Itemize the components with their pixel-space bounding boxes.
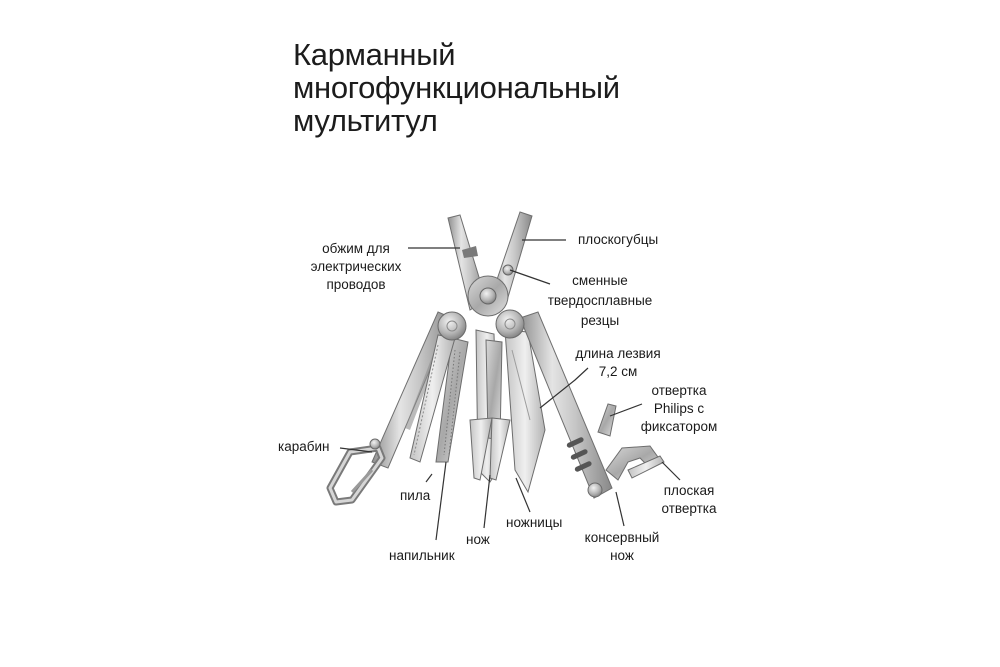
label-philips (624, 382, 734, 436)
label-philips-line-3: фиксатором (640, 419, 718, 434)
can-opener-tool (606, 446, 664, 480)
leader-saw (426, 474, 432, 482)
label-flat-screwdriver-line-2: отвертка (661, 501, 717, 516)
carabiner (330, 439, 382, 502)
label-carabiner: карабин (278, 439, 330, 454)
label-flat-screwdriver-line-1: плоская (663, 483, 715, 498)
title-line-1: Карманный (293, 37, 456, 72)
label-flat-screwdriver (652, 482, 726, 518)
leader-file (436, 462, 446, 540)
label-crimp-line-2: электрических (310, 259, 402, 274)
label-blade-length (566, 345, 670, 381)
label-crimp-line-1: обжим для (322, 241, 390, 256)
pivot-screw-right (496, 310, 524, 338)
label-crimp (300, 240, 412, 294)
title-line-3: мультитул (293, 103, 438, 138)
title-line-2: многофункциональный (293, 70, 620, 105)
leader-flat-screwdriver (662, 462, 680, 480)
label-knife: нож (466, 532, 490, 547)
label-scissors: ножницы (506, 515, 563, 530)
leader-knife (484, 475, 490, 528)
label-cutters-line-1: сменные (572, 273, 628, 288)
phillips-screwdriver (598, 404, 616, 436)
label-can-opener-line-1: консервный (584, 530, 660, 545)
leader-can-opener (616, 492, 624, 526)
label-cutters-line-2: твердосплавные (547, 293, 653, 308)
label-blade-length-line-1: длина лезвия (575, 346, 661, 361)
label-saw: пила (400, 488, 431, 503)
label-can-opener (576, 529, 668, 565)
label-file: напильник (389, 548, 455, 563)
label-cutters (530, 271, 670, 331)
pliers-jaws (448, 212, 532, 316)
label-pliers: плоскогубцы (578, 232, 659, 247)
label-philips-line-2: Philips с (653, 401, 705, 416)
label-philips-line-1: отвертка (651, 383, 707, 398)
label-blade-length-line-2: 7,2 см (598, 364, 638, 379)
label-can-opener-line-2: нож (610, 548, 634, 563)
label-crimp-line-3: проводов (326, 277, 386, 292)
pivot-screw-left (438, 312, 466, 340)
label-cutters-line-3: резцы (580, 313, 620, 328)
